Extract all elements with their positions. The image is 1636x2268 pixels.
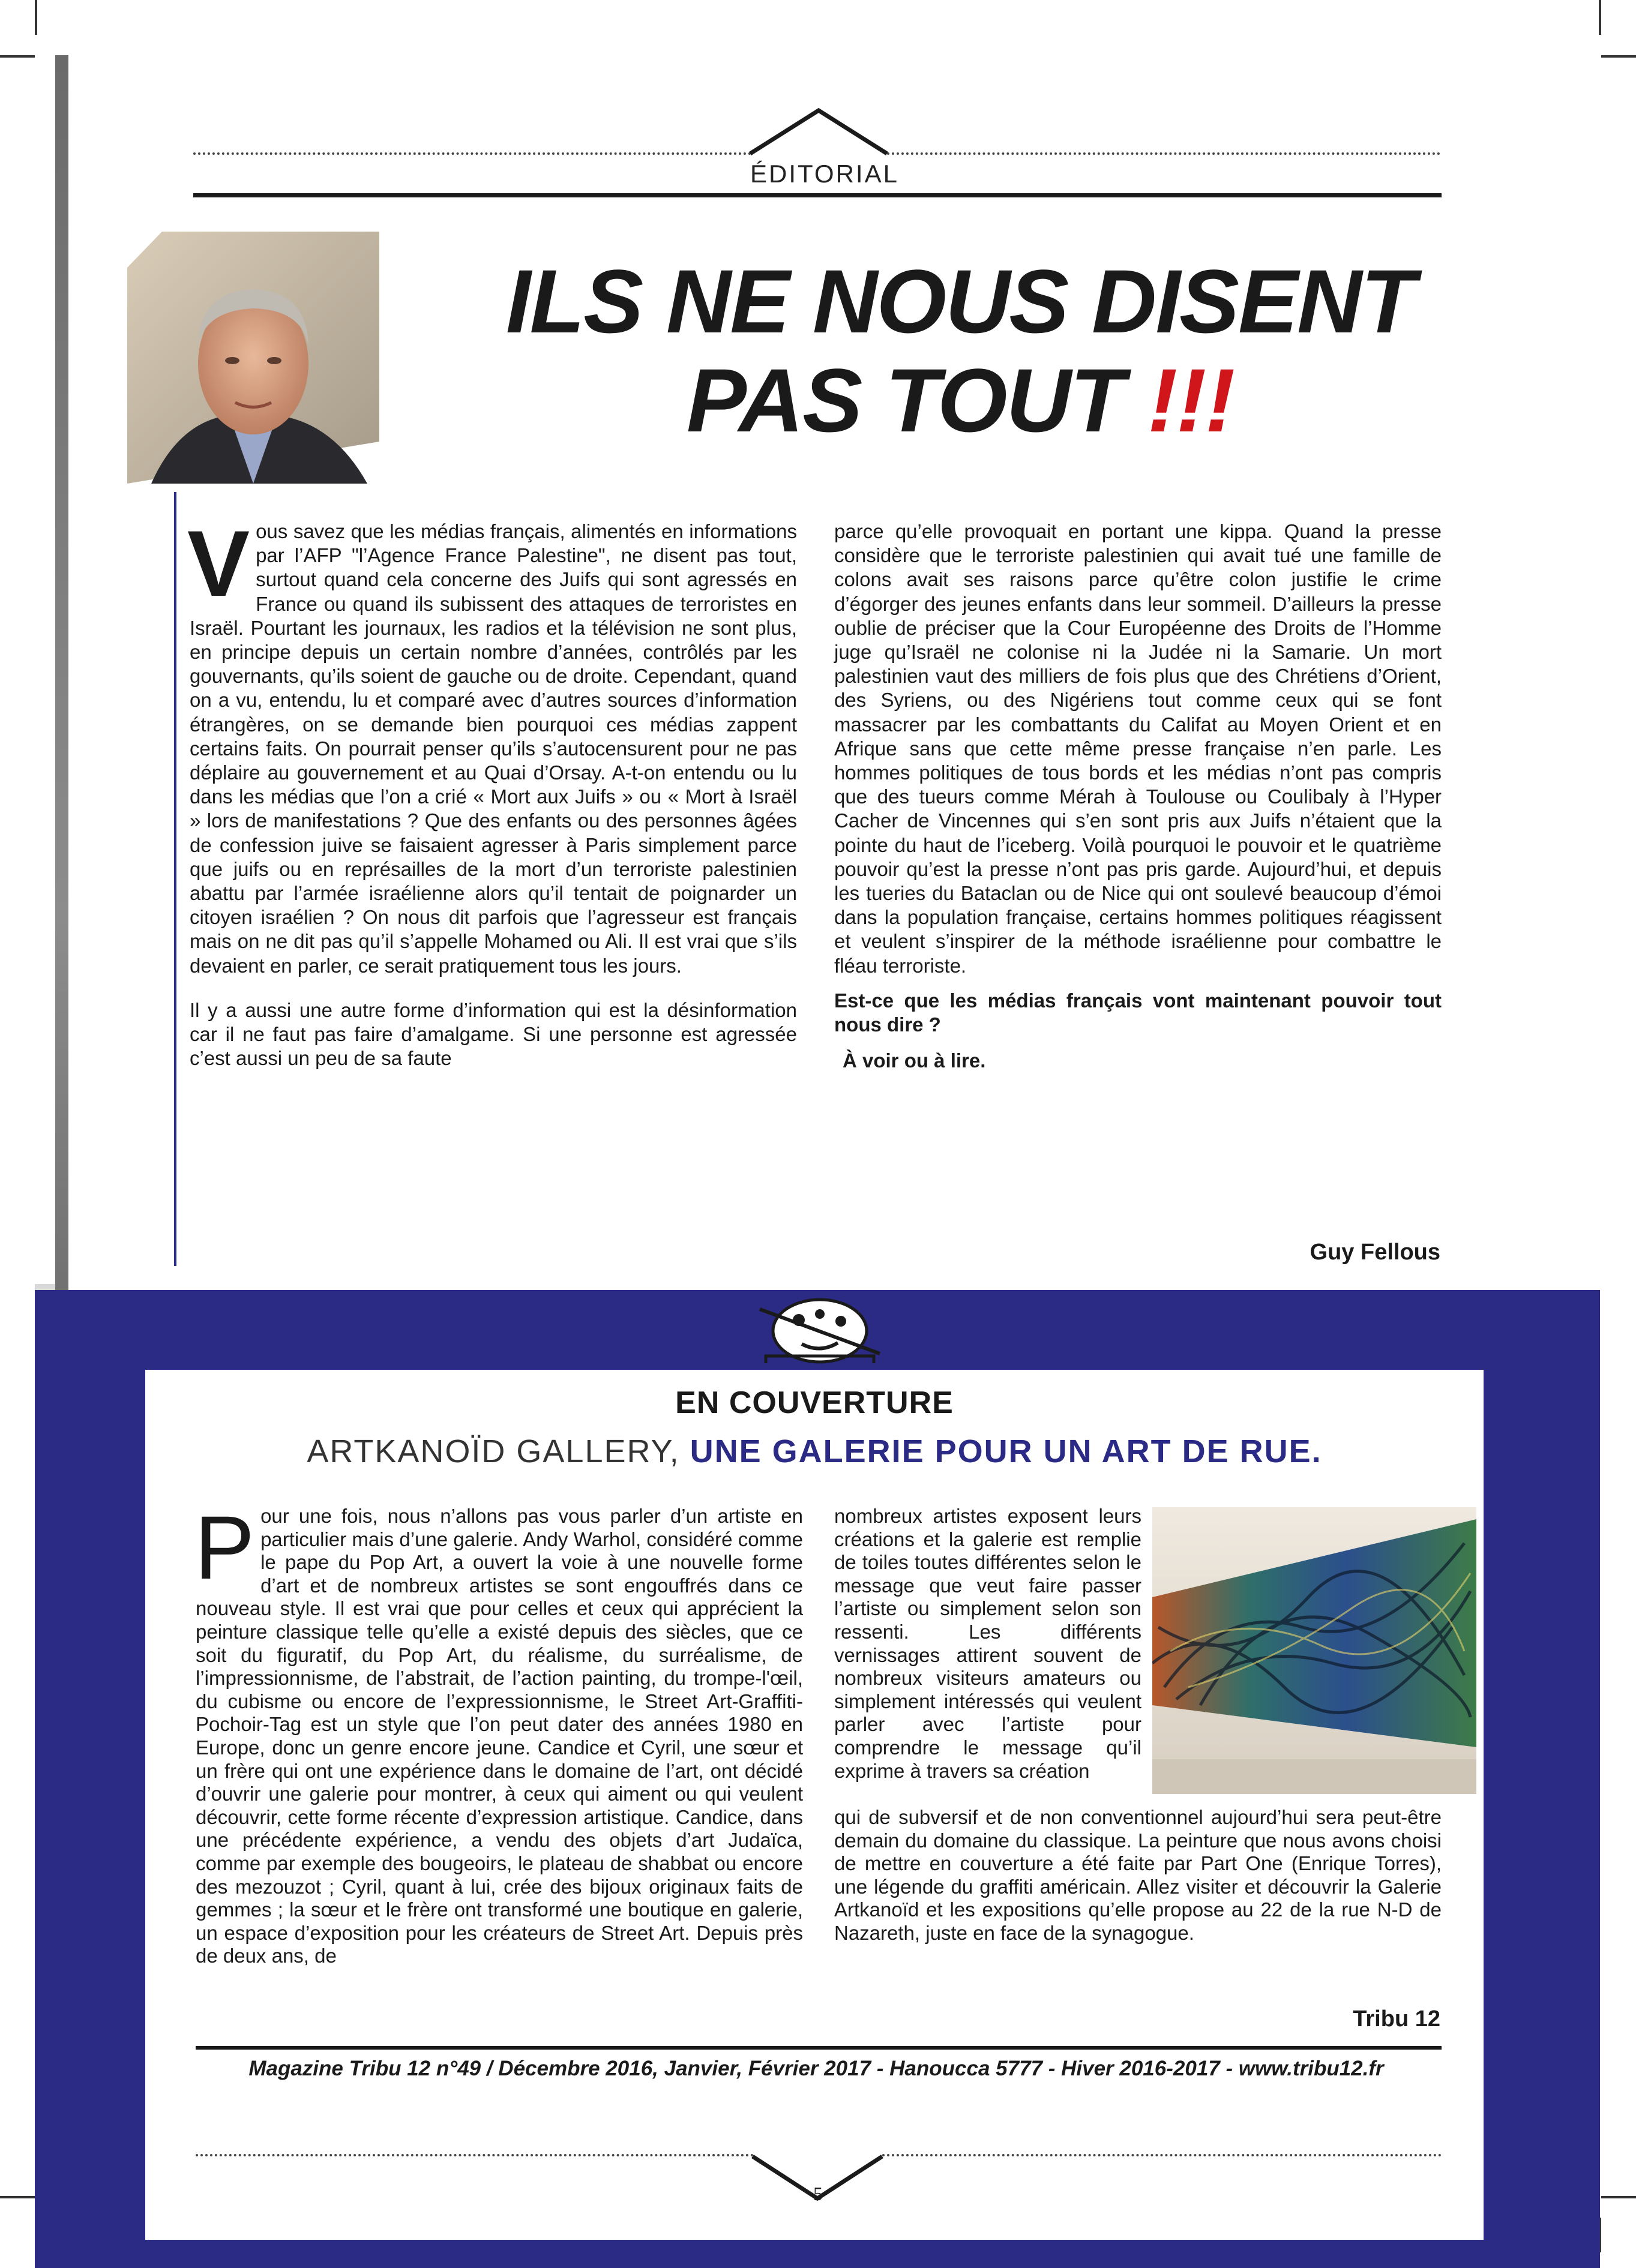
footer-publication-line: Magazine Tribu 12 n°49 / Décembre 2016, Janvier, Février 2017 - Hanoucca 5777 - Hiver 2016-2017 - www.tribu12.fr xyxy=(248,2057,1384,2080)
cover-subtitle-tagline: UNE GALERIE POUR UN ART DE RUE. xyxy=(690,1433,1322,1469)
column-accent-rule xyxy=(174,492,176,1266)
cover-column-1 xyxy=(194,1497,803,1968)
editorial-author: Guy Fellous xyxy=(1310,1240,1440,1265)
editorial-question: Est-ce que les médias français vont maintenant pouvoir tout nous dire ? xyxy=(834,989,1442,1036)
author-portrait xyxy=(127,232,379,484)
crop-mark xyxy=(1601,55,1636,58)
drop-cap: P xyxy=(194,1497,255,1598)
headline-line-2-text: PAS TOUT xyxy=(686,350,1124,451)
cover-column-2-top: nombreux artistes exposent leurs créations et la galerie est remplie de toiles toutes différentes selon le message que veut faire passer l’artiste ou simplement selon son ressenti. Les différents vernissages attirent souvent de nombreux visiteurs amateurs ou simplement intéressés qui veulent parler avec l’artiste pour comprendre le message qu’il exprime à travers sa création xyxy=(834,1505,1141,1782)
header-triangle-icon xyxy=(748,106,889,156)
editorial-headline xyxy=(420,252,1500,450)
drop-cap: V xyxy=(187,512,250,616)
crop-mark xyxy=(0,2196,35,2198)
paragraph-text: ous savez que les médias français, alimentés en informations par l’AFP "l’Agence France Palestine", ne disent pas tout, surtout quand cela concerne des Juifs qui sont agressés en France ou quand ils subissent des attaques de terroristes en Israël. Pourtant les journaux, les radios et la télévision ne sont plus, en principe depuis un certain nombre d’années, contrôlés par les gouvernants, qu’ils soient de gauche ou de droite. Cependant, quand on a vu, entendu, lu et comparé avec d’autres sources d’information étrangères, on se demande bien pourquoi ces médias zappent certains faits. On pourrait penser qu’ils s’autocensurent pour ne pas déplaire au gouvernement et au Quai d’Orsay. A-t-on entendu ou lu dans les médias que l’on a crié « Mort aux Juifs » ou « Mort à Israël » lors de manifestations ? Que des enfants ou des personnes âgées de confession juive se faisaient agresser à Paris simplement parce que juifs ou en représailles de la mort d’un terroriste palestinien abattu par l’armée israélienne alors qu’il tentait de poignarder un citoyen israélien ? On nous dit parfois que l’agresseur est français mais on ne dit pas qu’il s’appelle Mohamed ou Ali. Il est vrai que s’ils devaient en parler, ce serait pratiquement tous les jours. xyxy=(190,520,797,977)
gallery-artwork-photo xyxy=(1152,1507,1476,1794)
page-number: 5 xyxy=(813,2183,823,2204)
cover-column-2-bottom: qui de subversif et de non conventionnel aujourd’hui sera peut-être demain du domaine du classique. La peinture que nous avons choisi de mettre en couverture a été faite par Part One (Enrique Torres), une légende du graffiti américain. Allez visiter et découvrir la Galerie Artkanoïd et les expositions qu’elle propose au 22 de la rue N-D de Nazareth, juste en face de la synagogue. xyxy=(834,1806,1442,1944)
headline-line-2 xyxy=(420,351,1500,450)
section-label: ÉDITORIAL xyxy=(750,160,899,188)
crop-mark xyxy=(0,55,35,58)
cover-subtitle-gallery: ARTKANOÏD GALLERY, xyxy=(307,1433,690,1469)
editorial-paragraph-2: Il y a aussi une autre forme d’information qui est la désinformation car il ne faut pas faire d’amalgame. Si une personne est agressée c’est aussi un peu de sa faute xyxy=(190,998,797,1070)
headline-exclamation: !!! xyxy=(1147,350,1235,451)
editorial-column-2 xyxy=(834,520,1442,1093)
cover-paragraph-1: our une fois, nous n’allons pas vous parler d’un artiste en particulier mais d’une galerie. Andy Warhol, considéré comme le pape du Pop Art, a ouvert la voie à une nouvelle forme d’art et de nombreux artistes se sont engouffrés dans ce nouveau style. Il est vrai que pour celles et ceux qui apprécient la peinture classique telle qu’elle a existé depuis des siècles, que ce soit du figuratif, du Pop Art, du réalisme, du surréalisme, de l’impressionnisme, de l’abstrait, de l’action painting, du trompe-l'œil, du cubisme ou encore de l’expressionnisme, le Street Art-Graffiti-Pochoir-Tag est un style que l’on peut dater des années 1980 en Europe, donc un genre encore jeune. Candice et Cyril, une sœur et un frère qui ont une expérience dans le domaine de l’art, ont décidé d’ouvrir une galerie pour montrer, à ceux qui aiment ou qui veulent découvrir, cette forme récente d’expression artistique. Candice, dans une précédente expérience, a vendu des objets d’art Judaïca, comme par exemple des bougeoirs, le plateau de shabbat ou encore des mezouzot ; Cyril, quant à lui, crée des bijoux originaux faits de gemmes ; la sœur et le frère ont transformé une boutique en galerie, un espace d’exposition pour les créateurs de Street Art. Depuis près de deux ans, de xyxy=(196,1505,803,1967)
crop-mark xyxy=(1601,2196,1636,2198)
headline-line-1: ILS NE NOUS DISENT xyxy=(505,251,1415,352)
footer-dotted-rule-right xyxy=(882,2154,1442,2156)
editorial-paragraph-1 xyxy=(187,512,797,978)
cover-subtitle xyxy=(145,1433,1484,1470)
crop-mark xyxy=(1599,0,1601,35)
editorial-paragraph-3: parce qu’elle provoquait en portant une kippa. Quand la presse considère que le terroriste palestinien qui avait tué une famille de colons avait ses raisons parce qu’être colon justifie le crime d’égorger des jeunes enfants dans leur sommeil. D’ailleurs la presse oublie de préciser que la Cour Européenne des Droits de l’Homme juge qu’Israël ne colonise ni la Judée ni la Samarie. Un mort palestinien vaut des milliers de fois plus que des Chrétiens d’Orient, des Syriens, ou des Nigériens tout comme ceux qui se font massacrer par les combattants du Califat au Moyen Orient et en Afrique sans que cette même presse française n’en parle. Les hommes politiques de tous bords et les médias n’ont pas compris que des tueurs comme Mérah à Toulouse ou Coulibaly à l’Hyper Cacher de Vincennes qui s’en sont pris aux Juifs n’étaient que la pointe du haut de l’iceberg. Voilà pourquoi le pouvoir et le quatrième pouvoir qu’est la presse n’ont pas pris garde. Aujourd’hui, et depuis les tueries du Bataclan ou de Nice qui ont soulevé beaucoup d’émoi dans la population française, certains hommes politiques réagissent et veulent s’inspirer de la méthode israélienne pour combattre le fléau terroriste. xyxy=(834,520,1442,977)
header-solid-rule xyxy=(193,193,1442,197)
artist-palette-icon xyxy=(742,1291,898,1369)
footer-solid-rule xyxy=(196,2046,1442,2050)
footer-dotted-rule-left xyxy=(196,2154,754,2156)
editorial-closing: À voir ou à lire. xyxy=(843,1049,986,1072)
editorial-column-1 xyxy=(187,512,797,1091)
header-dotted-rule-right xyxy=(887,152,1440,155)
header-dotted-rule-left xyxy=(193,152,751,155)
cover-author: Tribu 12 xyxy=(1353,2006,1440,2032)
crop-mark xyxy=(35,0,37,35)
cover-heading: EN COUVERTURE xyxy=(675,1385,954,1420)
